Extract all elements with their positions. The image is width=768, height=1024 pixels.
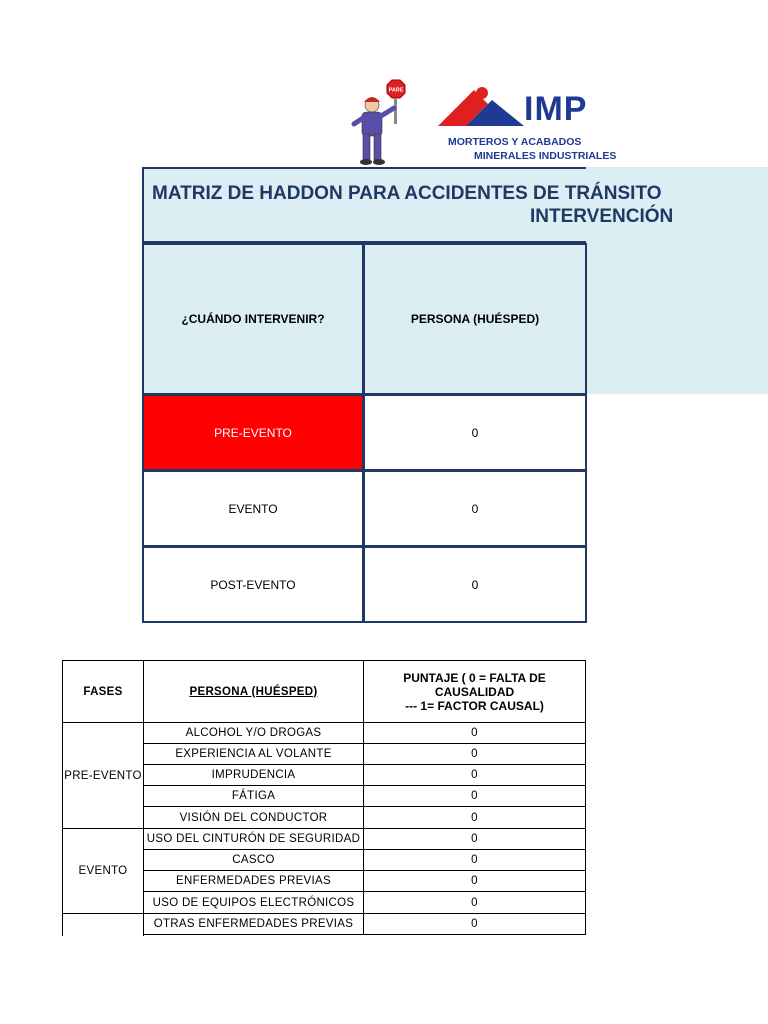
table-item: CASCO (143, 849, 364, 871)
logo-subtitle-2: MINERALES INDUSTRIALES (474, 150, 617, 162)
table-item: VISIÓN DEL CONDUCTOR (143, 806, 364, 829)
table-score: 0 (363, 891, 586, 914)
table-header-puntaje (363, 660, 586, 723)
table-score: 0 (363, 849, 586, 871)
table-item: ALCOHOL Y/O DROGAS (143, 722, 364, 744)
matrix-title-line1: MATRIZ DE HADDON PARA ACCIDENTES DE TRÁNSITO (152, 183, 662, 204)
table-item: IMPRUDENCIA (143, 764, 364, 786)
table-score: 0 (363, 743, 586, 765)
logo-subtitle-1: MORTEROS Y ACABADOS (448, 136, 582, 148)
logo-mountain-icon (436, 84, 526, 134)
table-item: OTRAS ENFERMEDADES PREVIAS (143, 913, 364, 935)
table-header-persona (143, 660, 364, 723)
table-item: FÁTIGA (143, 785, 364, 807)
table-item: USO DEL CINTURÓN DE SEGURIDAD (143, 828, 364, 850)
phase-evento: EVENTO (142, 470, 364, 547)
logo-brand-text: IMP (524, 90, 588, 128)
table-score: 0 (363, 785, 586, 807)
matrix-title-line2: INTERVENCIÓN (530, 206, 674, 227)
table-score: 0 (363, 913, 586, 935)
puntaje-line1: PUNTAJE ( 0 = FALTA DE CAUSALIDAD (403, 670, 546, 699)
company-logo (436, 82, 617, 162)
mascot-stop-sign-icon (348, 78, 418, 168)
table-item: EXPERIENCIA AL VOLANTE (143, 743, 364, 765)
table-header-persona-text: PERSONA (HUÉSPED) (189, 685, 318, 698)
table-score: 0 (363, 828, 586, 850)
phase-post-evento: POST-EVENTO (142, 546, 364, 623)
value-evento: 0 (363, 470, 587, 547)
header-person: PERSONA (HUÉSPED) (363, 243, 587, 395)
table-item: USO DE EQUIPOS ELECTRÓNICOS (143, 891, 364, 914)
table-item: ENFERMEDADES PREVIAS (143, 870, 364, 892)
table-score: 0 (363, 722, 586, 744)
table-phase-evento: EVENTO (62, 828, 144, 914)
page-bottom-mask (0, 936, 768, 1024)
phase-pre-evento: PRE-EVENTO (142, 394, 364, 471)
table-header-fases: FASES (62, 660, 144, 723)
stop-sign-text: PARE (388, 87, 404, 94)
puntaje-line2: --- 1= FACTOR CAUSAL) (405, 698, 544, 713)
value-post-evento: 0 (363, 546, 587, 623)
matrix-title-box (142, 167, 674, 243)
header-when: ¿CUÁNDO INTERVENIR? (142, 243, 364, 395)
table-score: 0 (363, 870, 586, 892)
table-score: 0 (363, 806, 586, 829)
table-phase-pre-evento: PRE-EVENTO (62, 722, 144, 829)
value-pre-evento: 0 (363, 394, 587, 471)
table-score: 0 (363, 764, 586, 786)
